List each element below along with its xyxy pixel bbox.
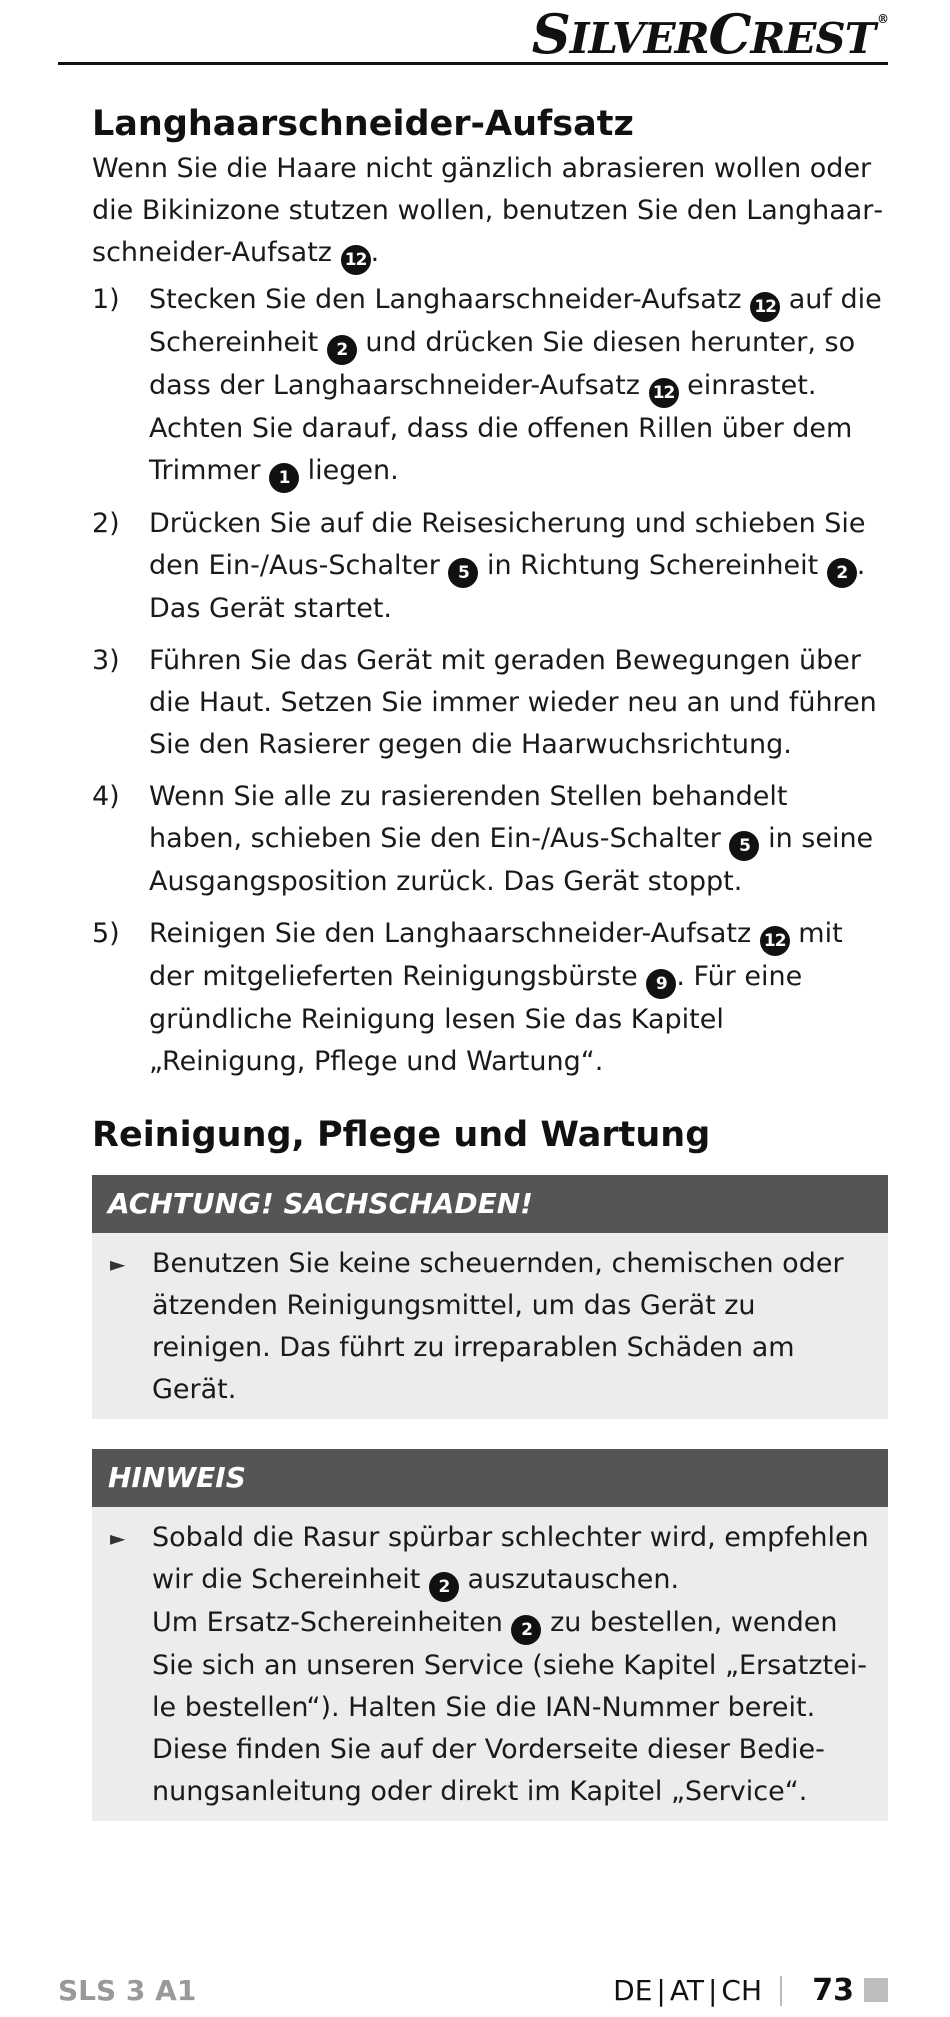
reference-number-icon: 2: [511, 1615, 541, 1645]
step-text: Führen Sie das Gerät mit geraden Bewegungen über die Haut. Setzen Sie immer wieder neu an und führen Sie den Rasierer gegen die Haarwuchsrichtung.: [149, 645, 877, 760]
reference-number-icon: 2: [327, 335, 357, 365]
note-line-2: Um Ersatz-Schereinheiten 2 zu bestellen, wenden Sie sich an unseren Service (siehe Kapitel „Ersatzteile bestellen“). Halten Sie die IAN-Nummer bereit. Diese finden Sie auf der Vorderseite dieser Bedienungsanleitung oder direkt im Kapitel „Service“.: [152, 1607, 867, 1807]
step-number: 1): [92, 284, 120, 315]
note-body: [92, 1507, 888, 1821]
step-number: 2): [92, 508, 120, 539]
step-item: [92, 913, 888, 1083]
step-text: einrastet. Achten Sie darauf, dass die offenen Rillen über dem Trimmer: [149, 370, 853, 486]
step-text: . Für eine gründliche Reinigung lesen Sie das Kapitel „Reinigung, Pflege und Wartung“.: [149, 961, 803, 1077]
step-text: Reinigen Sie den Langhaarschneider-Aufsatz: [149, 918, 760, 949]
page-marker-square: [864, 1978, 888, 2002]
warning-text: Benutzen Sie keine scheuernden, chemischen oder ätzenden Reinigungsmittel, um das Gerät zu reinigen. Das führt zu irreparablen Schäden am Gerät.: [152, 1248, 844, 1405]
step-item: [92, 279, 888, 493]
step-text: Stecken Sie den Langhaarschneider-Aufsatz: [149, 284, 751, 315]
brand-logo: SILVERCREST ®: [531, 2, 888, 66]
reference-number-icon: 12: [760, 926, 790, 956]
reference-number-icon: 5: [448, 558, 478, 588]
step-list: [92, 279, 888, 1083]
step-text: und drücken Sie diesen herunter, so dass der Langhaarschneider-Aufsatz: [149, 327, 856, 401]
note-heading: HINWEIS: [92, 1449, 888, 1507]
reference-number-icon: 2: [429, 1572, 459, 1602]
step-text: liegen.: [299, 455, 399, 486]
section-title-cleaning: Reinigung, Pflege und Wartung: [92, 1115, 711, 1155]
step-item: [92, 640, 888, 766]
page-content: [92, 100, 888, 1851]
warning-box: [92, 1175, 888, 1419]
region-codes: DE | AT | CH: [613, 1974, 762, 2007]
warning-heading: ACHTUNG! SACHSCHADEN!: [92, 1175, 888, 1233]
warning-body: [92, 1233, 888, 1419]
step-item: [92, 503, 888, 630]
page-footer: [58, 1968, 888, 2014]
header-rule: [58, 62, 888, 65]
reference-number-icon: 9: [646, 969, 676, 999]
intro-paragraph: Wenn Sie die Haare nicht gänzlich abrasieren wollen oder die Bikinizone stutzen wollen, benutzen Sie den Langhaarschneider-Aufsatz 12 .: [92, 148, 888, 275]
step-item: [92, 776, 888, 903]
step-number: 4): [92, 781, 120, 812]
reference-number-icon: 12: [750, 292, 780, 322]
step-text: auf die Schereinheit: [149, 284, 882, 358]
step-text: . Das Gerät startet.: [149, 550, 866, 624]
note-line-1: Sobald die Rasur spürbar schlechter wird, empfehlen wir die Schereinheit 2 auszutauschen.: [152, 1517, 878, 1602]
reference-number-icon: 5: [729, 831, 759, 861]
page-number: 73: [812, 1973, 854, 2008]
step-text: Wenn Sie alle zu rasierenden Stellen behandelt haben, schieben Sie den Ein-/Aus-Schalter: [149, 781, 788, 854]
section-title-long-hair-trimmer: Langhaarschneider-Aufsatz: [92, 104, 634, 144]
step-number: 3): [92, 645, 120, 676]
step-text: in seine Ausgangsposition zurück. Das Gerät stoppt.: [149, 823, 874, 897]
step-text: in Richtung Schereinheit: [478, 550, 827, 581]
bullet-arrow-icon: ►: [110, 1252, 126, 1276]
reference-number-icon: 1: [269, 463, 299, 493]
footer-divider: [780, 1976, 782, 2006]
reference-number-icon: 12: [649, 378, 679, 408]
step-text: mit der mitgelieferten Reinigungsbürste: [149, 918, 843, 992]
bullet-arrow-icon: ►: [110, 1526, 126, 1550]
step-text: Drücken Sie auf die Reisesicherung und schieben Sie den Ein-/Aus-Schalter: [149, 508, 866, 581]
step-number: 5): [92, 918, 120, 949]
model-number: SLS 3 A1: [58, 1974, 197, 2007]
reference-number-icon: 12: [341, 245, 371, 275]
reference-number-icon: 2: [827, 558, 857, 588]
note-box: [92, 1449, 888, 1821]
